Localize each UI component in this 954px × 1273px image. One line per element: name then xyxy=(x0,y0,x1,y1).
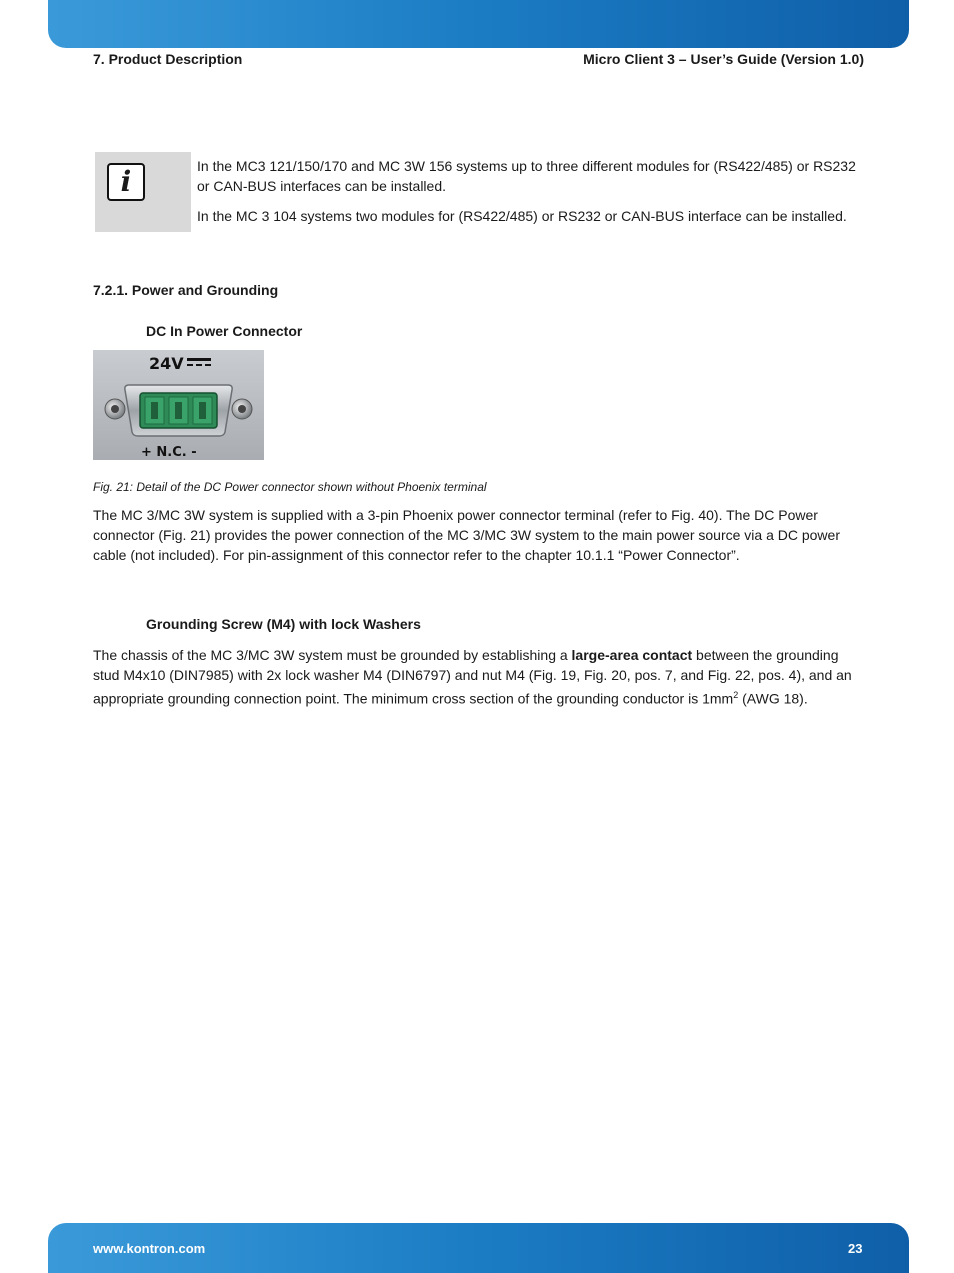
grounding-paragraph xyxy=(93,645,863,709)
page-number: 23 xyxy=(848,1241,863,1256)
grounding-emphasis: large-area contact xyxy=(571,647,693,663)
note-text xyxy=(197,156,865,236)
note-icon-cell xyxy=(95,152,191,232)
photo-voltage-label: 24V xyxy=(149,354,184,373)
header-document-title: Micro Client 3 – User’s Guide (Version 1.0) xyxy=(583,51,864,67)
note-paragraph-2: In the MC 3 104 systems two modules for (RS422/485) or RS232 or CAN-BUS interface can be installed. xyxy=(197,208,847,224)
note-paragraph-1: In the MC3 121/150/170 and MC 3W 156 systems up to three different modules for (RS422/485) or RS232 or CAN-BUS interfaces can be installed. xyxy=(197,158,856,194)
dc-power-heading: DC In Power Connector xyxy=(146,323,303,339)
header-section-title: 7. Product Description xyxy=(93,51,243,67)
grounding-text-start: The chassis of the MC 3/MC 3W system must be grounded by establishing a xyxy=(93,647,572,663)
dc-connector-photo xyxy=(93,350,264,460)
info-icon: i xyxy=(107,163,145,201)
note-box xyxy=(95,152,865,232)
grounding-text-end: (AWG 18). xyxy=(738,690,808,707)
grounding-text-middle: between the grounding stud M4x10 (DIN7985) with 2x lock washer M4 (DIN6797) and nut M4 (Fig. 19, Fig. 20, pos. 7, and Fig. 22, pos. 4), and an appropriate grounding connection point. The minimum cross section of the grounding conductor is 1mm xyxy=(93,647,852,707)
grounding-heading: Grounding Screw (M4) with lock Washers xyxy=(146,616,421,632)
figure-caption: Fig. 21: Detail of the DC Power connector shown without Phoenix terminal xyxy=(93,480,487,494)
photo-pin-labels: + N.C. - xyxy=(141,445,197,460)
grounding-superscript: 2 xyxy=(733,690,739,700)
section-heading: 7.2.1. Power and Grounding xyxy=(93,282,279,298)
footer-website: www.kontron.com xyxy=(93,1241,206,1256)
header-band xyxy=(48,0,909,48)
dc-power-paragraph: The MC 3/MC 3W system is supplied with a 3-pin Phoenix power connector terminal (refer to Fig. 40). The DC Power connector (Fig. 21) provides the power connection of the MC 3/MC 3W system to the main power source via a DC power cable (not included). For pin-assignment of this connector refer to the chapter 10.1.1 “Power Connector”. xyxy=(93,507,840,563)
